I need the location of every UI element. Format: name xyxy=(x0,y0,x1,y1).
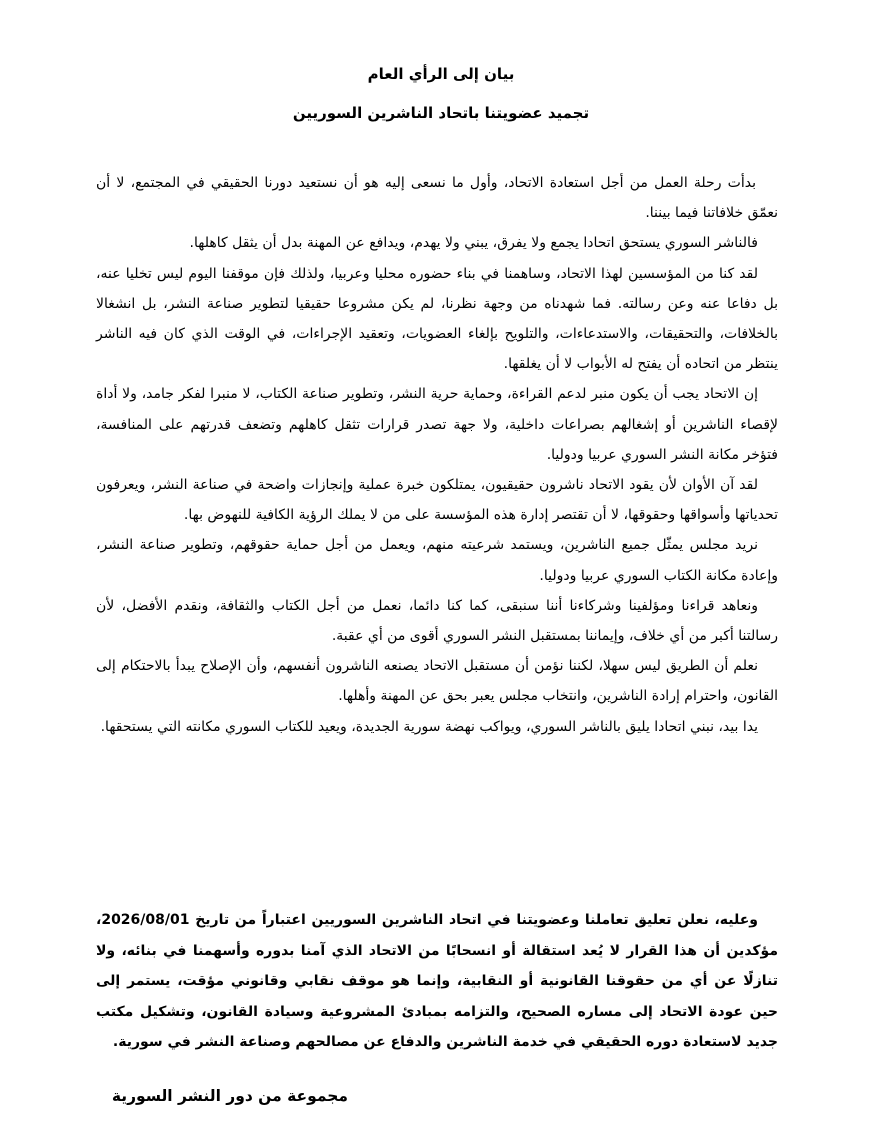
paragraph: نريد مجلس يمثّل جميع الناشرين، ويستمد شرعيته منهم، ويعمل من أجل حماية حقوقهم، وتطوير صناعة النشر، وإعادة مكانة الكتاب السوري عربيا ودوليا. xyxy=(96,537,778,584)
paragraph: ونعاهد قراءنا ومؤلفينا وشركاءنا أننا سنبقى، كما كنا دائما، نعمل من أجل الكتاب والثقافة، ونقدم الأفضل، لأن رسالتنا أكبر من أي خلاف، وإيماننا بمستقبل النشر السوري أقوى من أي عقبة. xyxy=(96,597,778,645)
paragraph: إن الاتحاد يجب أن يكون منبر لدعم القراءة، وحماية حرية النشر، وتطوير صناعة الكتاب، لا منبرا لفكر جامد، ولا أداة لإقصاء الناشرين أو إشغالهم بصراعات داخلية، ولا جهة تصدر قرارات تثقل كاهلهم وتضعف قدرتهم على المنافسة، فتؤخر مكانة النشر السوري عربيا ودوليا. xyxy=(96,386,778,463)
page-subtitle: تجميد عضويتنا باتحاد الناشرين السوريين xyxy=(292,104,590,122)
page-title: بيان إلى الرأي العام xyxy=(367,65,515,83)
decision-section xyxy=(96,905,778,1058)
paragraph: فالناشر السوري يستحق اتحادا يجمع ولا يفرق، يبني ولا يهدم، ويدافع عن المهنة بدل أن يثقل كاهلها. xyxy=(189,235,758,252)
paragraph: لقد كنا من المؤسسين لهذا الاتحاد، وساهمنا في بناء حضوره محليا وعربيا، ولذلك فإن موقفنا اليوم ليس تخليا عنه، بل دفاعا عنه وعن رسالته. فما شهدناه من وجهة نظرنا، لم يكن مشروعا حقيقيا لتطوير صناعة النشر، بل انشغالا بالخلافات، والتحقيقات، والاستدعاءات، والتلويح بإلغاء العضويات، وتعقيد الإجراءات، في الوقت الذي كان فيه الناشر ينتظر من اتحاده أن يفتح له الأبواب لا أن يغلقها. xyxy=(96,265,778,373)
paragraph: بدأت رحلة العمل من أجل استعادة الاتحاد، وأول ما نسعى إليه هو أن نستعيد دورنا الحقيقي في المجتمع، لا أن نعمّق خلافاتنا فيما بيننا. xyxy=(96,175,778,222)
paragraph: نعلم أن الطريق ليس سهلا، لكننا نؤمن أن مستقبل الاتحاد يصنعه الناشرون أنفسهم، وأن الإصلاح يبدأ بالاحتكام إلى القانون، واحترام إرادة الناشرين، وانتخاب مجلس يعبر بحق عن المهنة وأهلها. xyxy=(96,658,778,705)
signature: مجموعة من دور النشر السورية xyxy=(111,1087,348,1105)
statement-body xyxy=(96,168,778,742)
paragraph: يدا بيد، نبني اتحادا يليق بالناشر السوري، ويواكب نهضة سورية الجديدة، ويعيد للكتاب السوري مكانته التي يستحقها. xyxy=(100,718,758,735)
paragraph: لقد آن الأوان لأن يقود الاتحاد ناشرون حقيقيون، يمتلكون خبرة عملية وإنجازات واضحة في صناعة النشر، ويعرفون تحدياتها وأسواقها وحقوقها، لا أن تقتصر إدارة هذه المؤسسة على من لا يملك الرؤية الكافية للنهوض بها. xyxy=(96,477,778,524)
decision-paragraph: وعليه، نعلن تعليق تعاملنا وعضويتنا في اتحاد الناشرين السوريين اعتباراً من تاريخ 2026/08/01، مؤكدين أن هذا القرار لا يُعد استقالة أو انسحابًا من الاتحاد الذي آمنا بدوره وأسهمنا في بنائه، ولا تنازلًا عن أي من حقوقنا القانونية أو النقابية، وإنما هو موقف نقابي وقانوني مؤقت، يستمر إلى حين عودة الاتحاد إلى مساره الصحيح، والتزامه بمبادئ المشروعية وسيادة القانون، وتشكيل مكتب جديد لاستعادة دوره الحقيقي في خدمة الناشرين والدفاع عن مصالحهم وصناعة النشر في سورية. xyxy=(96,912,778,1050)
